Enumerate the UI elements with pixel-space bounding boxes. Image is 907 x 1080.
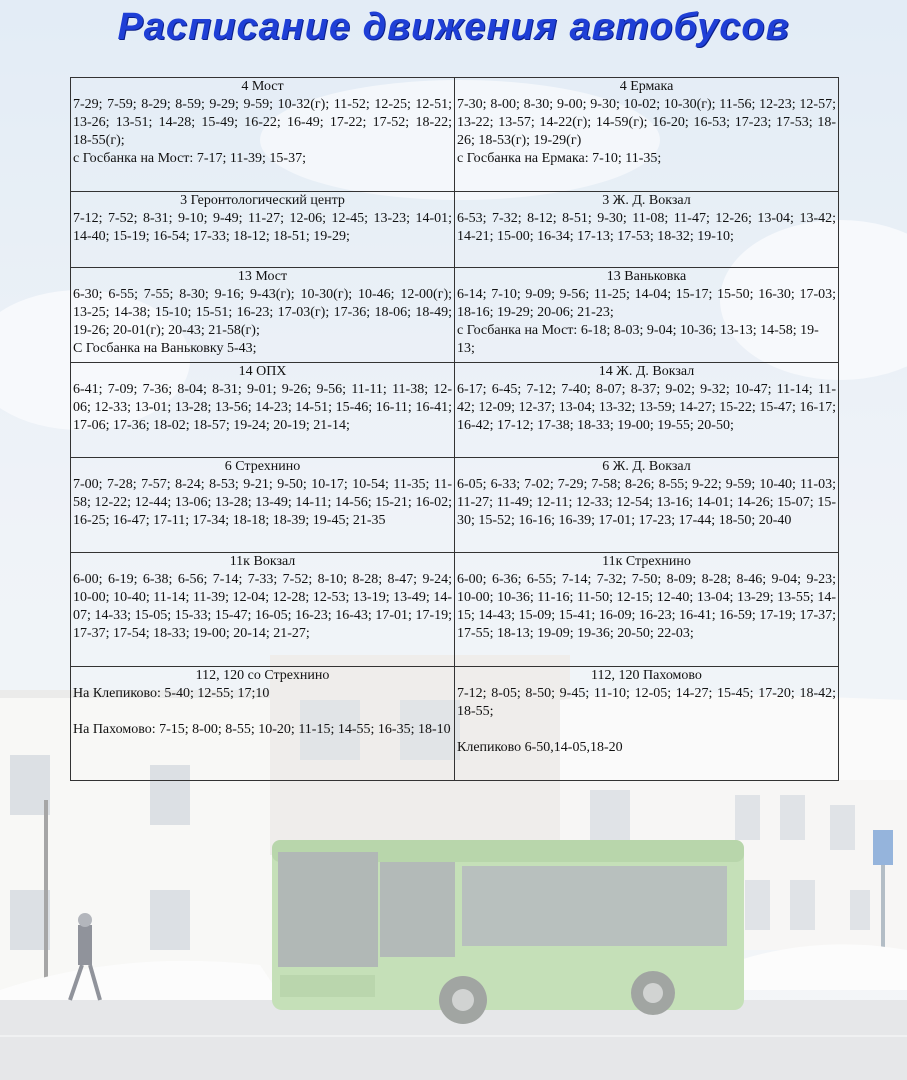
route-cell (71, 192, 455, 268)
route-extra: На Клепиково: 5-40; 12-55; 17;10 (73, 686, 270, 701)
route-name: 14 ОПХ (238, 364, 287, 379)
route-name: 4 Ермака (619, 79, 674, 94)
route-name: 6 Стрехнино (224, 459, 301, 474)
route-extra: Клепиково 6-50,14-05,18-20 (457, 740, 623, 755)
route-extra: с Госбанка на Мост: 7-17; 11-39; 15-37; (73, 151, 306, 166)
route-name: 6 Ж. Д. Вокзал (602, 459, 691, 474)
route-extra: С Госбанка на Ваньковку 5-43; (73, 341, 257, 356)
table-row (71, 553, 839, 667)
route-cell (71, 458, 455, 553)
route-name: 13 Мост (237, 269, 288, 284)
route-name: 14 Ж. Д. Вокзал (598, 364, 695, 379)
table-row (71, 78, 839, 192)
bus-schedule-table (70, 77, 839, 781)
route-cell (455, 458, 839, 553)
route-times: 6-05; 6-33; 7-02; 7-29; 7-58; 8-26; 8-55; 9-22; 9-59; 10-40; 11-03; 11-27; 11-49; 12-11; 12-33; 12-54; 13-16; 14-01; 14-26; 15-07; 15-30; 15-52; 16-16; 16-39; 17-01; 17-23; 17-44; 18-50; 20-40 (457, 477, 836, 528)
route-cell (71, 667, 455, 781)
page-title: Расписание движения автобусов (117, 6, 790, 48)
route-times: На Пахомово: 7-15; 8-00; 8-55; 10-20; 11-15; 14-55; 16-35; 18-10 (73, 722, 451, 737)
table-row (71, 667, 839, 781)
route-name: 112, 120 со Стрехнино (195, 668, 330, 683)
table-row (71, 268, 839, 363)
route-times: 7-12; 8-05; 8-50; 9-45; 11-10; 12-05; 14-27; 15-45; 17-20; 18-42; 18-55; (457, 686, 836, 719)
table-row (71, 363, 839, 458)
route-extra: с Госбанка на Ермака: 7-10; 11-35; (457, 151, 662, 166)
route-times: 6-30; 6-55; 7-55; 8-30; 9-16; 9-43(г); 10-30(г); 10-46; 12-00(г); 13-25; 14-38; 15-10; 15-51; 16-23; 17-03(г); 17-36; 18-06; 18-49; 19-26; 20-01(г); 20-43; 21-58(г); (73, 287, 452, 338)
route-times: 6-17; 6-45; 7-12; 7-40; 8-07; 8-37; 9-02; 9-32; 10-47; 11-14; 11-42; 12-09; 12-37; 13-04; 13-32; 13-59; 14-27; 15-22; 15-47; 16-17; 16-42; 17-12; 17-38; 18-33; 19-00; 19-55; 20-50; (457, 382, 836, 433)
route-cell (455, 192, 839, 268)
route-name: 112, 120 Пахомово (591, 668, 702, 683)
route-name: 11к Стрехнино (602, 554, 691, 569)
route-cell (455, 553, 839, 667)
route-name: 11к Вокзал (229, 554, 296, 569)
route-times: 6-53; 7-32; 8-12; 8-51; 9-30; 11-08; 11-47; 12-26; 13-04; 13-42; 14-21; 15-00; 16-34; 17-13; 17-53; 18-32; 19-10; (457, 211, 836, 244)
route-times: 7-29; 7-59; 8-29; 8-59; 9-29; 9-59; 10-32(г); 11-52; 12-25; 12-51; 13-26; 13-51; 14-28; 15-49; 16-22; 16-49; 17-22; 17-52; 18-22; 18-55(г); (73, 97, 452, 148)
route-times: 6-41; 7-09; 7-36; 8-04; 8-31; 9-01; 9-26; 9-56; 11-11; 11-38; 12-06; 12-33; 13-01; 13-28; 13-56; 14-23; 14-51; 15-46; 16-11; 16-41; 17-06; 17-36; 18-02; 18-57; 19-24; 20-19; 21-14; (73, 382, 452, 433)
table-row (71, 192, 839, 268)
route-name: 4 Мост (241, 79, 284, 94)
route-cell (71, 78, 455, 192)
route-cell (455, 268, 839, 363)
route-times: 6-14; 7-10; 9-09; 9-56; 11-25; 14-04; 15-17; 15-50; 16-30; 17-03; 18-16; 19-29; 20-06; 21-23; (457, 287, 836, 320)
route-cell (71, 553, 455, 667)
route-cell (71, 268, 455, 363)
route-times: 6-00; 6-36; 6-55; 7-14; 7-32; 7-50; 8-09; 8-28; 8-46; 9-04; 9-23; 10-00; 10-36; 11-16; 11-50; 12-15; 12-40; 13-04; 13-29; 13-55; 14-15; 14-43; 15-09; 15-41; 16-09; 16-23; 16-41; 16-59; 17-19; 17-37; 17-55; 18-13; 19-09; 19-36; 20-50; 22-03; (457, 572, 836, 641)
route-cell (455, 363, 839, 458)
route-cell (455, 667, 839, 781)
route-name: 3 Геронтологический центр (180, 193, 345, 208)
route-times: 7-12; 7-52; 8-31; 9-10; 9-49; 11-27; 12-06; 12-45; 13-23; 14-01; 14-40; 15-19; 16-54; 17-33; 18-12; 18-51; 19-29; (73, 211, 452, 244)
route-extra: с Госбанка на Мост: 6-18; 8-03; 9-04; 10-36; 13-13; 14-58; 19-13; (457, 323, 819, 356)
route-name: 3 Ж. Д. Вокзал (602, 193, 691, 208)
route-name: 13 Ваньковка (606, 269, 687, 284)
route-times: 7-00; 7-28; 7-57; 8-24; 8-53; 9-21; 9-50; 10-17; 10-54; 11-35; 11-58; 12-22; 12-44; 13-06; 13-28; 13-49; 14-11; 14-56; 15-21; 16-02; 16-25; 16-47; 17-11; 17-34; 18-18; 18-39; 19-45; 21-35 (73, 477, 452, 528)
table-row (71, 458, 839, 553)
route-times: 6-00; 6-19; 6-38; 6-56; 7-14; 7-33; 7-52; 8-10; 8-28; 8-47; 9-24; 10-00; 10-40; 11-14; 11-39; 12-04; 12-28; 12-53; 13-19; 13-49; 14-07; 14-33; 15-05; 15-33; 15-47; 16-05; 16-23; 16-43; 17-01; 17-19; 17-37; 17-54; 18-33; 19-00; 20-14; 21-27; (73, 572, 452, 641)
route-cell (455, 78, 839, 192)
route-cell (71, 363, 455, 458)
route-times: 7-30; 8-00; 8-30; 9-00; 9-30; 10-02; 10-30(г); 11-56; 12-23; 12-57; 13-22; 13-57; 14-22(г); 14-59(г); 16-20; 16-53; 17-23; 17-53; 18-26; 18-53(г); 19-29(г) (457, 97, 836, 148)
